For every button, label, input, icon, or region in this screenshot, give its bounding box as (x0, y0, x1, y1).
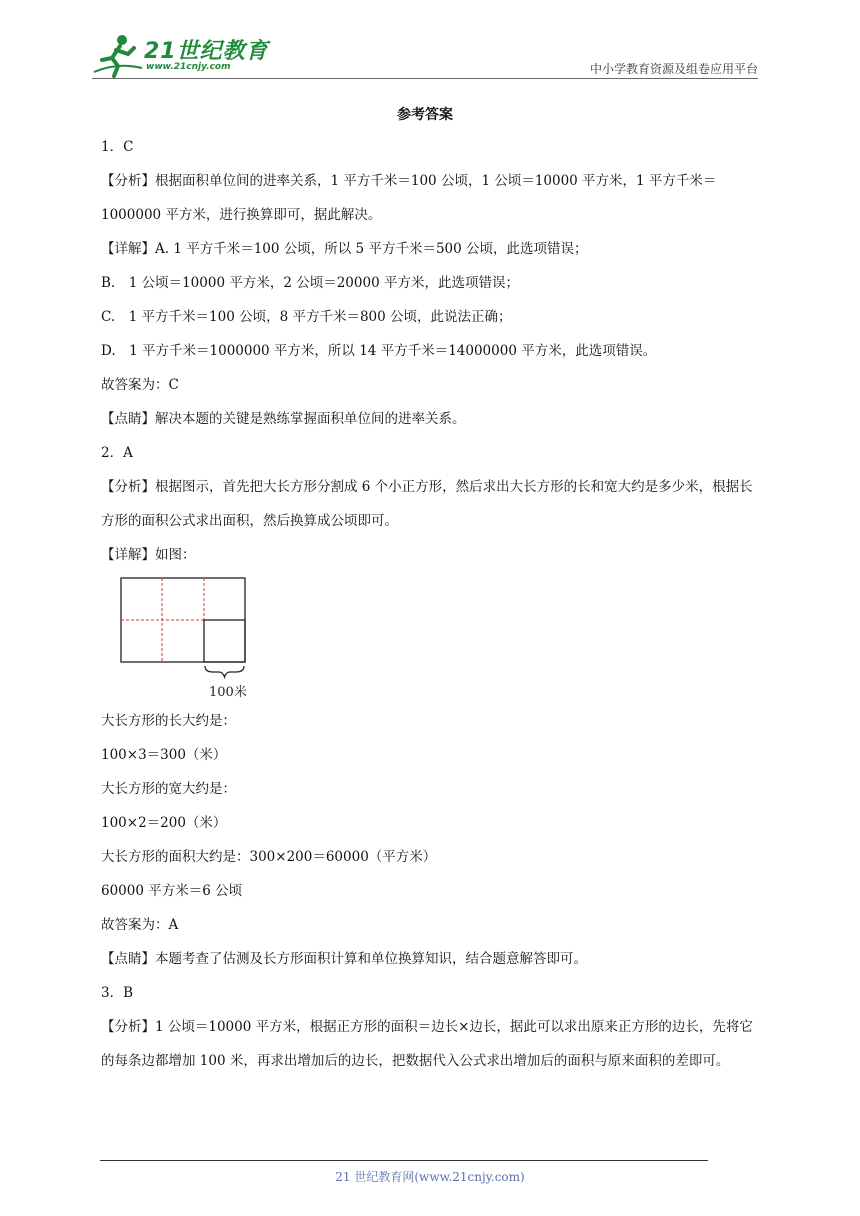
answer-content (101, 100, 761, 1078)
q2-analysis: 【分析】根据图示，首先把大长方形分割成 6 个小正方形，然后求出大长方形的长和宽大约是多少米，根据长方形的面积公式求出面积，然后换算成公顷即可。 (101, 479, 753, 529)
q1-analysis: 【分析】根据面积单位间的进率关系，1 平方千米＝100 公顷，1 公顷＝10000 平方米，1 平方千米＝1000000 平方米，进行换算即可，据此解决。 (101, 173, 717, 223)
q2-detail: 【详解】如图： (101, 547, 196, 563)
q2-line-5: 大长方形的面积大约是：300×200＝60000（平方米） (101, 849, 437, 865)
page-title: 参考答案 (397, 107, 453, 123)
q2-line-6: 60000 平方米＝6 公顷 (101, 883, 243, 899)
q1-comment: 【点睛】解决本题的关键是熟练掌握面积单位间的进率关系。 (101, 411, 466, 427)
page-header (92, 30, 758, 80)
q1-detail: 【详解】A. 1 平方千米＝100 公顷，所以 5 平方千米＝500 公顷，此选项错误； (101, 241, 588, 257)
q2-line-4: 100×2＝200（米） (101, 815, 227, 831)
q2-line-3: 大长方形的宽大约是： (101, 781, 236, 797)
footer-link[interactable]: 21 世纪教育网(www.21cnjy.com) (335, 1170, 525, 1184)
q3-analysis: 【分析】1 公顷＝10000 平方米，根据正方形的面积＝边长×边长，据此可以求出原来正方形的边长，先将它的每条边都增加 100 米，再求出增加后的边长，把数据代入公式求出增加后的面积与原来面积的差即可。 (101, 1019, 753, 1069)
rectangle-diagram (119, 572, 279, 704)
q2-figure (101, 572, 761, 704)
q3-number: 3．B (101, 985, 134, 1001)
q1-option-b: B. 1 公顷＝10000 平方米，2 公顷＝20000 平方米，此选项错误； (101, 275, 519, 291)
header-tagline: 中小学教育资源及组卷应用平台 (589, 62, 758, 76)
runner-logo-icon (92, 32, 144, 78)
header-divider (92, 78, 758, 79)
brace (205, 666, 244, 677)
site-logo[interactable] (92, 30, 272, 78)
q2-answer: 故答案为：A (101, 917, 179, 933)
q1-number: 1．C (101, 139, 134, 155)
q2-line-2: 100×3＝300（米） (101, 747, 227, 763)
unit-square (204, 620, 245, 662)
footer-divider (100, 1160, 708, 1161)
q2-comment: 【点睛】本题考查了估测及长方形面积计算和单位换算知识，结合题意解答即可。 (101, 951, 587, 967)
logo-text: 21世纪教育 (144, 39, 269, 64)
q1-answer: 故答案为：C (101, 377, 179, 393)
q1-option-d: D. 1 平方千米＝1000000 平方米，所以 14 平方千米＝14000000 平方米，此选项错误。 (101, 343, 657, 359)
figure-label: 100米 (209, 685, 247, 700)
logo-url: www.21cnjy.com (146, 62, 231, 72)
q1-option-c: C. 1 平方千米＝100 公顷，8 平方千米＝800 公顷，此说法正确； (101, 309, 512, 325)
q2-number: 2．A (101, 445, 133, 461)
q2-line-1: 大长方形的长大约是： (101, 713, 236, 729)
